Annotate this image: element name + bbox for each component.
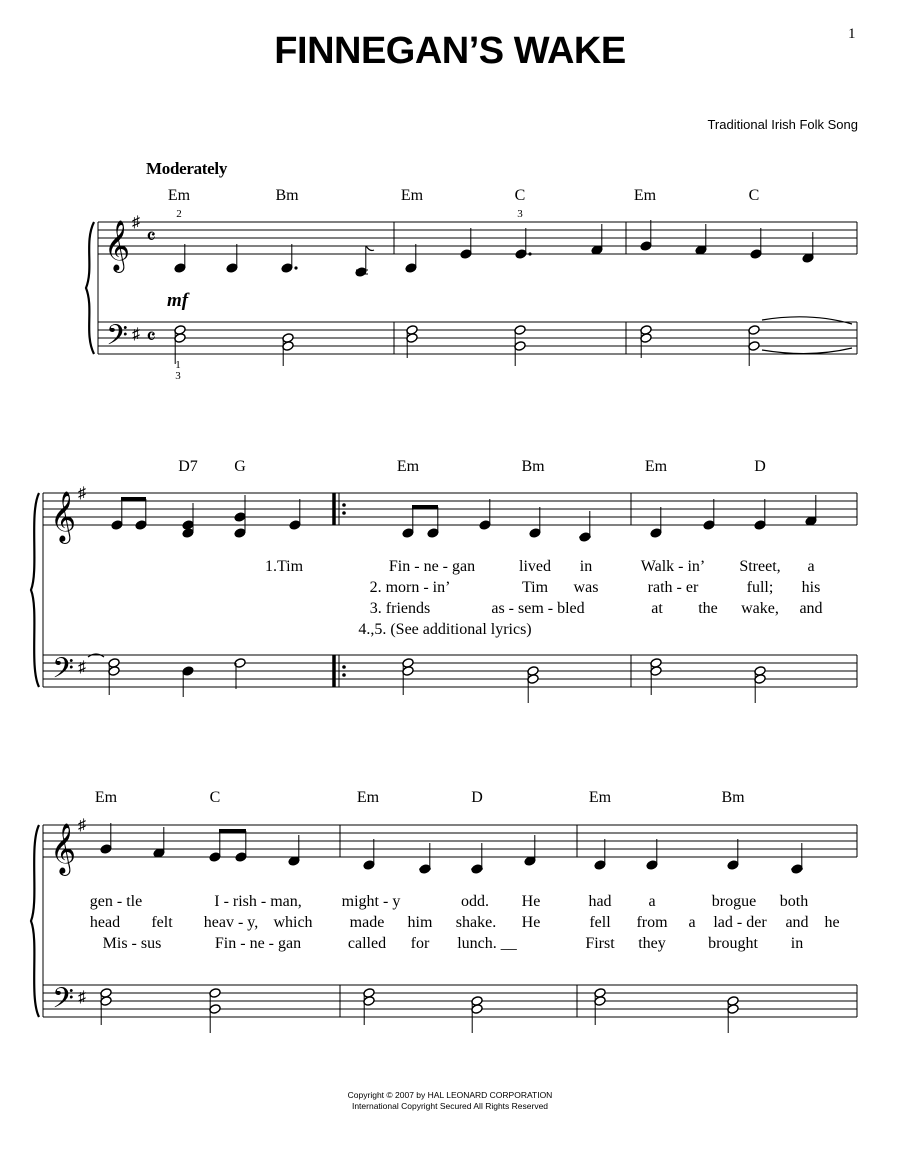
chord-symbol: Em xyxy=(644,458,668,475)
lyric-word: called xyxy=(347,935,387,952)
lyric-word: which xyxy=(273,914,313,931)
composer-credit: Traditional Irish Folk Song xyxy=(707,117,858,132)
sharp-icon: ♯ xyxy=(78,485,86,502)
lyric-word: and xyxy=(785,914,809,931)
lyric-word: in xyxy=(579,558,593,575)
chord-symbol: Em xyxy=(94,789,118,806)
lyric-word: He xyxy=(521,914,541,931)
repeat-dot xyxy=(342,673,346,677)
dynamic-marking: mf xyxy=(167,290,189,311)
lyric-word: a xyxy=(688,914,696,931)
lyric-word: he xyxy=(824,914,840,931)
chord-symbol: D xyxy=(471,789,483,806)
lyric-word: as - sem - bled xyxy=(491,600,585,617)
chord-symbol: Bm xyxy=(721,789,745,806)
chord-symbol: D xyxy=(754,458,766,475)
common-time-icon: 𝄴 xyxy=(146,324,156,349)
lyric-word: fell xyxy=(589,914,611,931)
song-title: FINNEGAN’S WAKE xyxy=(274,30,626,72)
lyric-word: gen - tle xyxy=(89,893,143,910)
lyric-word: Mis - sus xyxy=(102,935,162,952)
lyric-word: odd. xyxy=(461,893,489,910)
chord-symbol: Em xyxy=(400,187,424,204)
note-head xyxy=(234,512,246,523)
treble-clef-icon: 𝄞 xyxy=(49,492,77,541)
lyric-word: Walk - in’ xyxy=(640,558,706,575)
lyric-word: brogue xyxy=(711,893,757,910)
lyric-word: a xyxy=(648,893,656,910)
fingering-number: 3 xyxy=(175,370,181,382)
repeat-dot xyxy=(342,665,346,669)
copyright-footer xyxy=(0,1090,900,1112)
bass-clef-icon: 𝄢 xyxy=(52,984,74,1021)
brace xyxy=(86,222,94,354)
chord-symbol: Em xyxy=(633,187,657,204)
lyric-word: shake. xyxy=(455,914,497,931)
page-number: 1 xyxy=(848,26,856,42)
lyric-word: wake, xyxy=(741,600,779,617)
sharp-icon: ♯ xyxy=(132,214,140,231)
lyric-word: a xyxy=(807,558,815,575)
chord-symbol: Em xyxy=(167,187,191,204)
lyric-word: they xyxy=(638,935,666,952)
repeat-dot xyxy=(342,511,346,515)
brace xyxy=(31,493,39,687)
fingering-number: 3 xyxy=(517,208,523,220)
lyric-word: the xyxy=(698,600,718,617)
lyric-word: Street, xyxy=(739,558,781,575)
lyric-word: Fin - ne - gan xyxy=(214,935,302,952)
rights-line: International Copyright Secured All Rights Reserved xyxy=(351,1101,549,1111)
lyric-word: He xyxy=(521,893,541,910)
sharp-icon: ♯ xyxy=(78,659,86,676)
chord-symbol: Bm xyxy=(521,458,545,475)
chord-symbol: Bm xyxy=(275,187,299,204)
lyric-word: rath - er xyxy=(647,579,699,596)
lyric-word: had xyxy=(588,893,612,910)
chord-symbol: Em xyxy=(588,789,612,806)
lyric-word: lunch. __ xyxy=(457,935,517,952)
chord-symbol: D7 xyxy=(178,458,198,475)
beam xyxy=(219,829,246,833)
lyric-word: Tim xyxy=(521,579,549,596)
dot xyxy=(528,252,531,255)
sharp-icon: ♯ xyxy=(78,817,86,834)
sharp-icon: ♯ xyxy=(78,989,86,1006)
flag xyxy=(366,246,374,251)
lyric-word: might - y xyxy=(341,893,401,910)
sharp-icon: ♯ xyxy=(132,326,140,343)
note-head xyxy=(234,528,246,539)
brace xyxy=(31,825,39,1017)
dot xyxy=(294,266,297,269)
chord-symbol: C xyxy=(514,187,526,204)
chord-symbol: C xyxy=(748,187,760,204)
tempo-marking: Moderately xyxy=(146,159,228,178)
lyric-word: was xyxy=(573,579,599,596)
lyric-word: I - rish - man, xyxy=(214,893,302,910)
chord-symbol: Em xyxy=(356,789,380,806)
lyric-word: felt xyxy=(151,914,173,931)
lyric-word: head xyxy=(89,914,121,931)
tie xyxy=(762,348,852,354)
lyric-word: First xyxy=(585,935,615,952)
chord-symbol: G xyxy=(234,458,246,475)
bass-clef-icon: 𝄢 xyxy=(52,654,74,691)
lyric-word: 3. friends xyxy=(369,600,431,617)
lyric-word: him xyxy=(407,914,433,931)
lyric-word: his xyxy=(801,579,821,596)
score-text xyxy=(90,187,840,952)
lyric-word: full; xyxy=(746,579,774,596)
lyric-word: 1.Tim xyxy=(264,558,304,575)
treble-clef-icon: 𝄞 xyxy=(103,221,131,270)
lyric-word: from xyxy=(636,914,668,931)
lyric-word: both xyxy=(779,893,809,910)
fingering-number: 2 xyxy=(176,208,182,220)
lyric-word: 4.,5. (See additional lyrics) xyxy=(358,621,532,638)
copyright-line: Copyright © 2007 by HAL LEONARD CORPORATION xyxy=(347,1090,553,1100)
lyric-word: heav - y, xyxy=(203,914,259,931)
tie xyxy=(762,317,852,324)
lyric-word: lived xyxy=(519,558,551,575)
lyric-word: Fin - ne - gan xyxy=(388,558,476,575)
lyric-word: brought xyxy=(708,935,758,952)
treble-clef-icon: 𝄞 xyxy=(49,824,77,873)
lyric-word: made xyxy=(349,914,385,931)
lyric-word: for xyxy=(410,935,430,952)
repeat-dot xyxy=(342,503,346,507)
lyric-word: 2. morn - in’ xyxy=(369,579,451,596)
chord-symbol: Em xyxy=(396,458,420,475)
beam xyxy=(412,505,438,509)
common-time-icon: 𝄴 xyxy=(146,224,156,249)
beam xyxy=(121,497,146,501)
note-head xyxy=(182,528,194,539)
lyric-word: in xyxy=(790,935,804,952)
fingering-number: 1 xyxy=(175,359,181,371)
chord-symbol: C xyxy=(209,789,221,806)
lyric-word: at xyxy=(651,600,663,617)
lyric-word: and xyxy=(799,600,823,617)
bass-clef-icon: 𝄢 xyxy=(106,321,128,358)
lyric-word: lad - der xyxy=(713,914,767,931)
